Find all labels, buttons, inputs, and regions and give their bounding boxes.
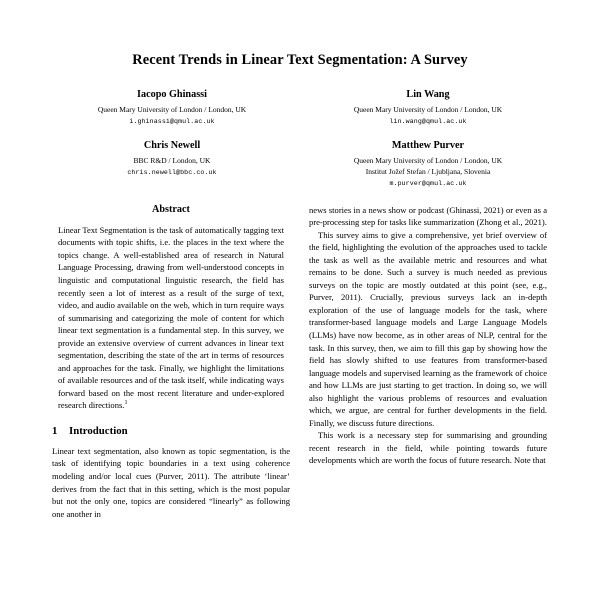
author-email[interactable]: lin.wang@qmul.ac.uk [389,117,467,125]
two-column-body [52,204,548,521]
abstract-text [58,224,284,412]
introduction-paragraph: Linear text segmentation, also known as topic segmentation, is the task of identifying topic boundaries in a text using coherence modeling and/or local cues (Purver, 2011). The attribute ‘linear’ derives from the fact that in this setting, which is the most popular but not the only one, topics are considered “linearly” as following one another in [52,445,290,519]
author-block-2 [308,88,548,127]
author-name: Iacopo Ghinassi [137,89,207,101]
continued-paragraph: news stories in a news show or podcast (Ghinassi, 2021) or even as a pre-processing step for tasks like summarization (Zhong et al., 2021). [309,204,547,228]
section-title: Introduction [69,424,128,437]
author-affiliation: Queen Mary University of London / London, UK [353,105,503,115]
author-affiliation-secondary: Institut Jožef Stefan / Ljubljana, Slovenia [365,167,491,177]
section-heading-introduction [52,425,290,438]
abstract-body [52,224,290,412]
abstract-heading: Abstract [152,203,190,215]
author-name: Matthew Purver [391,140,465,152]
author-affiliation: BBC R&D / London, UK [133,156,211,166]
abstract-paragraph: Linear Text Segmentation is the task of automatically tagging text documents with topic shifts, i.e. the places in the text where the topics change. A well-established area of research in Natural Language Processing, drawing from well-understood concepts in linguistic and computational linguistic research, the field has recently seen a lot of interest as a result of the surge of text, video, and audio available on the web, which in turn require ways of summarising and categorizing the mole of content for which linear text segmentation is a fundamental step. In this survey, we provide an extensive overview of current advances in linear text segmentation, describing the state of the art in terms of resources and approaches for the task. Finally, we highlight the limitations of available resources and of the task itself, while indicating ways forward based on the most recent literature and under-explored research directions. [58,224,284,411]
author-affiliation: Queen Mary University of London / London, UK [97,105,247,115]
author-block-4 [308,139,548,189]
author-email[interactable]: i.ghinassi@qmul.ac.uk [129,117,215,125]
author-name: Chris Newell [143,140,201,152]
author-list [52,88,548,189]
section-number: 1 [52,424,58,437]
right-column [309,204,547,521]
author-name: Lin Wang [406,89,450,101]
page-title: Recent Trends in Linear Text Segmentation: A Survey [132,52,468,68]
author-affiliation: Queen Mary University of London / London, UK [353,156,503,166]
body-paragraph: This survey aims to give a comprehensive, yet brief overview of the field, highlighting the evolution of the approaches used to tackle the task as well as the available metric and resources and what remains to be done. Such a survey is much needed as previous surveys on the topic are mostly outdated at this point (see, e.g., Purver, 2011). Crucially, previous surveys lack an in-depth exploration of the use of language models for the task, where transformer-based language models and Large Language Models (LLMs) have now become, as in other areas of NLP, central for the task. In this survey, then, we aim to fill this gap by showing how the field has slowly shifted to use features from transformer-based language models and supervised learning as the framework of choice and how LLMs are just starting to get traction. In doing so, we will also highlight the various problems of resources and evaluation which, we argue, are central for further developments in the field. Finally, we discuss future directions. [309,229,547,428]
author-email[interactable]: chris.newell@bbc.co.uk [127,169,217,177]
author-block-1 [52,88,292,127]
left-column [52,204,290,521]
author-email[interactable]: m.purver@qmul.ac.uk [389,179,467,187]
footnote-marker[interactable]: 1 [124,400,128,407]
author-block-3 [52,139,292,189]
body-paragraph: This work is a necessary step for summarising and grounding recent research in the field, while pointing towards future developments which are worth the focus of future research. Note that [309,430,547,466]
